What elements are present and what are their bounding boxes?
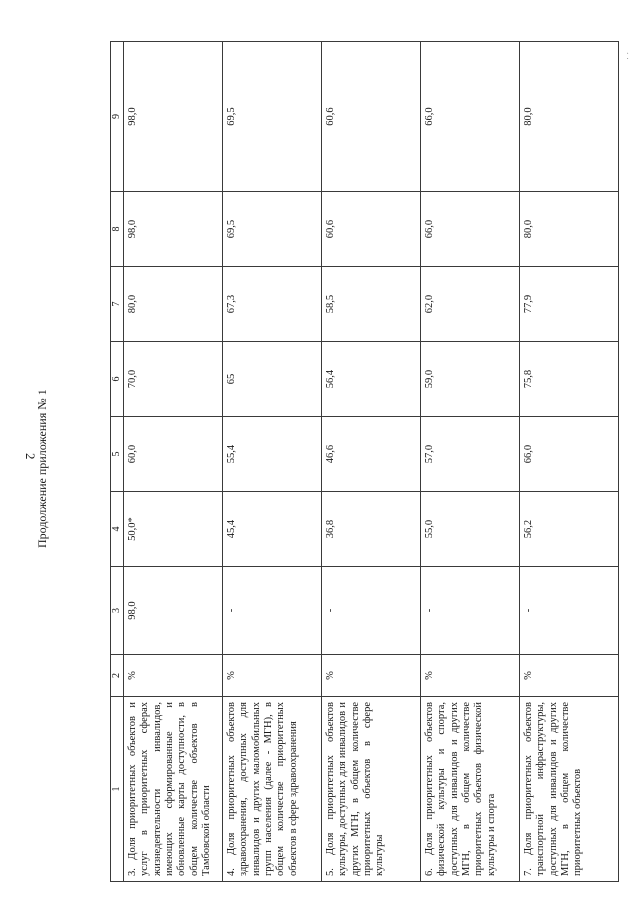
value-cell: 50,0*	[123, 492, 222, 567]
table-row	[420, 42, 519, 882]
indicator-name: 6. Доля приоритетных объектов физической культуры и спорта, доступных для инвалидов и других МГН, в общем количестве приоритетных объектов физической культуры и спорта	[420, 697, 519, 882]
unit-cell: %	[321, 655, 420, 697]
value-cell: 70,0	[123, 342, 222, 417]
value-cell: 80,0	[519, 42, 618, 192]
unit-cell: %	[519, 655, 618, 697]
value-cell: 55,4	[222, 417, 321, 492]
unit-cell: %	[222, 655, 321, 697]
value-cell: 98,0	[123, 192, 222, 267]
column-header: 5	[111, 417, 124, 492]
indicator-name: 5. Доля приоритетных объектов культуры, доступных для инвалидов и других МГН, в общем количестве приоритетных объектов в сфере культуры	[321, 697, 420, 882]
value-cell: 60,6	[321, 42, 420, 192]
value-cell: -	[321, 567, 420, 655]
value-cell: 56,2	[519, 492, 618, 567]
value-cell: 55,0	[420, 492, 519, 567]
header-row	[111, 42, 124, 882]
value-cell: 66,0	[420, 42, 519, 192]
indicator-table	[110, 41, 619, 882]
value-cell: 80,0	[123, 267, 222, 342]
table-row	[321, 42, 420, 882]
value-cell: -	[420, 567, 519, 655]
value-cell: 46,6	[321, 417, 420, 492]
value-cell: -	[519, 567, 618, 655]
value-cell: 66,0	[420, 192, 519, 267]
value-cell: 66,0	[519, 417, 618, 492]
unit-cell: %	[123, 655, 222, 697]
value-cell: 98,0	[123, 42, 222, 192]
value-cell: 56,4	[321, 342, 420, 417]
value-cell: 98,0	[123, 567, 222, 655]
value-cell: 62,0	[420, 267, 519, 342]
value-cell: 60,0	[123, 417, 222, 492]
indicator-table-wrapper	[110, 42, 610, 882]
indicator-name: 7. Доля приоритетных объектов транспортной инфраструктуры, доступных для инвалидов и других МГН, в общем количестве приоритетных объектов	[519, 697, 618, 882]
value-cell: 58,5	[321, 267, 420, 342]
value-cell: 36,8	[321, 492, 420, 567]
column-header: 3	[111, 567, 124, 655]
column-header: 7	[111, 267, 124, 342]
column-header: 2	[111, 655, 124, 697]
column-header: 4	[111, 492, 124, 567]
value-cell: 77,9	[519, 267, 618, 342]
value-cell: 69,5	[222, 192, 321, 267]
table-row	[519, 42, 618, 882]
indicator-name: 4. Доля приоритетных объектов здравоохранения, доступных для инвалидов и других маломобильных групп населения (далее - МГН), в общем количестве приоритетных объектов в сфере здравоохранения	[222, 697, 321, 882]
value-cell: 45,4	[222, 492, 321, 567]
column-header: 8	[111, 192, 124, 267]
value-cell: 67,3	[222, 267, 321, 342]
scan-speckle: · ·	[622, 51, 632, 60]
value-cell: 60,6	[321, 192, 420, 267]
column-header: 1	[111, 697, 124, 882]
value-cell: 69,5	[222, 42, 321, 192]
column-header: 6	[111, 342, 124, 417]
value-cell: 59,0	[420, 342, 519, 417]
value-cell: 65	[222, 342, 321, 417]
unit-cell: %	[420, 655, 519, 697]
value-cell: 80,0	[519, 192, 618, 267]
column-header: 9	[111, 42, 124, 192]
page-number: 2	[23, 453, 38, 460]
value-cell: -	[222, 567, 321, 655]
value-cell: 57,0	[420, 417, 519, 492]
indicator-name: 3. Доля приоритетных объектов и услуг в приоритетных сферах жизнедеятельности инвалидов, имеющих сформированные и обновленные карты доступности, в общем количестве объектов в Тамбовской области	[123, 697, 222, 882]
table-row	[123, 42, 222, 882]
table-row	[222, 42, 321, 882]
continuation-caption: Продолжение приложения № 1	[35, 389, 49, 548]
value-cell: 75,8	[519, 342, 618, 417]
